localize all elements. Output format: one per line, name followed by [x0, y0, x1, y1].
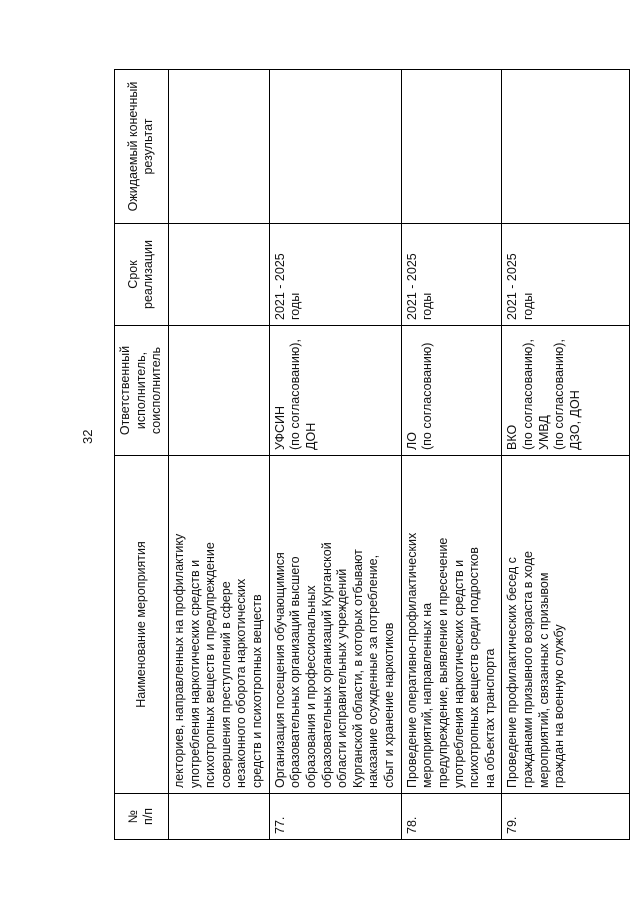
cell-result — [401, 70, 502, 224]
cell-term: 2021 - 2025 годы — [401, 224, 502, 326]
table-row — [269, 70, 401, 840]
table-row — [168, 70, 269, 840]
cell-responsible: ВКО (по согласованию), УМВД (по согласованию), ДЗО, ДОН — [502, 326, 630, 456]
cell-result — [502, 70, 630, 224]
table-row — [401, 70, 502, 840]
cell-term: 2021 - 2025 годы — [269, 224, 401, 326]
table-row — [502, 70, 630, 840]
measures-table-container — [114, 70, 606, 840]
cell-name: Организация посещения обучающимися образовательных организаций высшего образования и профессиональных образовательных организаций Курганской области исправительных учреждений Курганской области, в которых отбывают наказание осужденные за потребление, сбыт и хранение наркотиков — [269, 456, 401, 794]
header-num: № п/п — [115, 794, 169, 840]
table-header-row — [115, 70, 169, 840]
cell-responsible: ЛО (по согласованию) — [401, 326, 502, 456]
header-term: Срок реализации — [115, 224, 169, 326]
cell-name: Проведение оперативно-профилактических мероприятий, направленных на предупреждение, выявление и пресечение употребления наркотических средств и психотропных веществ среди подростков на объектах транспорта — [401, 456, 502, 794]
cell-result — [168, 70, 269, 224]
cell-name: лекториев, направленных на профилактику употребления наркотических средств и психотропных веществ и предупреждение совершения преступлений в сфере незаконного оборота наркотических средств и психотропных веществ — [168, 456, 269, 794]
cell-responsible — [168, 326, 269, 456]
cell-name: Проведение профилактических бесед с гражданами призывного возраста в ходе мероприятий, связанных с призывом граждан на военную службу — [502, 456, 630, 794]
cell-result — [269, 70, 401, 224]
cell-term — [168, 224, 269, 326]
page-number: 32 — [80, 429, 95, 444]
cell-term: 2021 - 2025 годы — [502, 224, 630, 326]
cell-num: 77. — [269, 794, 401, 840]
cell-responsible: УФСИН (по согласованию), ДОН — [269, 326, 401, 456]
cell-num — [168, 794, 269, 840]
header-responsible: Ответственный исполнитель, соисполнитель — [115, 326, 169, 456]
cell-num: 78. — [401, 794, 502, 840]
measures-table — [114, 69, 630, 840]
header-name: Наименование мероприятия — [115, 456, 169, 794]
header-result: Ожидаемый конечный результат — [115, 70, 169, 224]
cell-num: 79. — [502, 794, 630, 840]
